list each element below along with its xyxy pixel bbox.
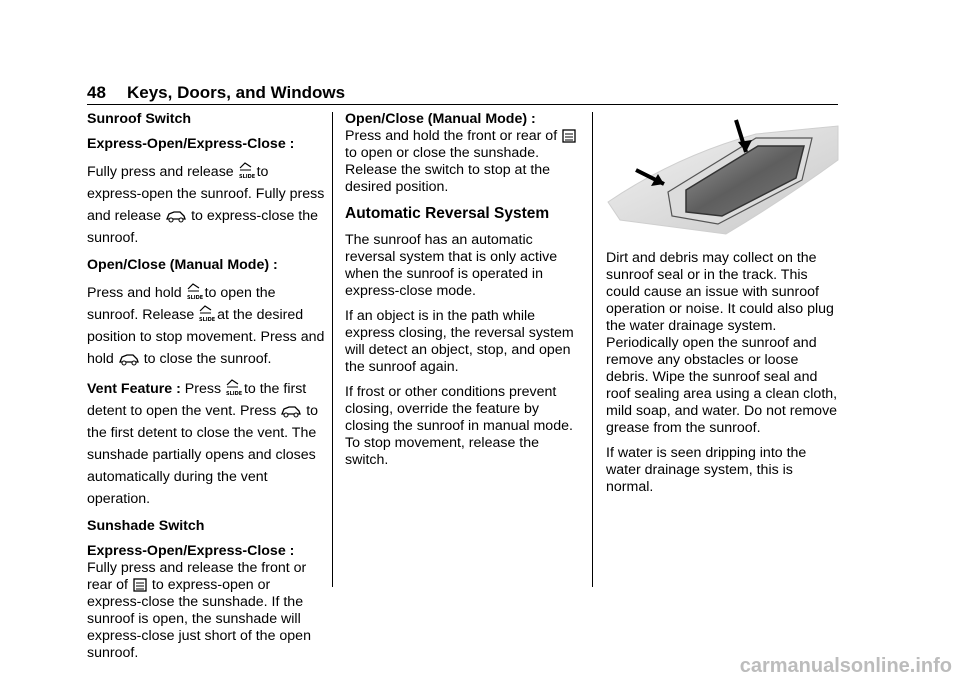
car-close-icon (281, 405, 301, 418)
text: at the desired position to stop movement. Press and hold (87, 307, 325, 367)
column-1 (87, 111, 325, 670)
car-close-icon (166, 210, 186, 223)
section-heading-sunroof-switch: Sunroof Switch (87, 111, 192, 127)
paragraph-manual-mode (87, 282, 325, 370)
text: to the first detent to close the vent. The sunshade partially opens and closes automatically during the vent operation. (87, 403, 319, 507)
text: Press (184, 381, 222, 397)
svg-text:SLIDE: SLIDE (238, 174, 255, 180)
column-2 (345, 111, 583, 477)
sunroof-slide-icon (226, 379, 243, 397)
svg-text:SLIDE: SLIDE (199, 317, 216, 323)
car-close-icon (119, 353, 139, 366)
sunroof-illustration (606, 116, 838, 242)
paragraph: If frost or other conditions prevent closing, override the feature by closing the sunroof in manual mode. To stop movement, release the switch. (345, 384, 573, 468)
text: to close the sunroof. (143, 351, 272, 367)
text: to open the sunroof. Release (87, 285, 276, 323)
text: Press and hold the front or rear of (345, 128, 558, 144)
text: to open or close the sunshade. Release the switch to stop at the desired position. (345, 145, 551, 195)
paragraph-sunshade-manual (345, 128, 583, 196)
sunshade-icon (562, 129, 576, 143)
sunroof-slide-icon (186, 283, 203, 301)
text: Fully press and release (87, 164, 234, 180)
svg-text:SLIDE: SLIDE (226, 391, 243, 397)
page-title: Keys, Doors, and Windows (127, 83, 346, 102)
section-heading-automatic-reversal: Automatic Reversal System (345, 205, 550, 222)
sunroof-slide-icon (199, 305, 216, 323)
text: to express-close the sunroof. (87, 208, 319, 246)
column-divider (332, 112, 333, 587)
paragraph: The sunroof has an automatic reversal system that is only active when the sunroof is operated in express-close mode. (345, 232, 558, 299)
column-divider (592, 112, 593, 587)
label-express-open-close: Express-Open/Express-Close : (87, 136, 295, 152)
page-number: 48 (87, 83, 106, 102)
paragraph-express-open (87, 161, 325, 249)
label-express-open-close: Express-Open/Express-Close : (87, 543, 295, 559)
paragraph: Dirt and debris may collect on the sunroof seal or in the track. This could cause an issue with sunroof operation or noise. It could also plug the water drainage system. Periodically open the sunroof and remove any obstacles or loose debris. Wipe the sunroof seal and roof sealing area using a clean cloth, mild soap, and water. Do not remove grease from the sunroof. (606, 250, 838, 436)
paragraph: If an object is in the path while express closing, the reversal system will detect an object, stop, and open the sunroof again. (345, 308, 574, 375)
column-3 (606, 250, 842, 504)
text: to express-open or express-close the sunshade. If the sunroof is open, the sunshade will express-close just short of the open sunroof. (87, 577, 311, 661)
label-vent-feature: Vent Feature : (87, 381, 181, 397)
paragraph: If water is seen dripping into the water drainage system, this is normal. (606, 445, 807, 495)
page-header (87, 82, 838, 105)
paragraph-sunshade-express (87, 560, 325, 662)
text: Press and hold (87, 285, 182, 301)
label-manual-mode: Open/Close (Manual Mode) : (87, 257, 278, 273)
label-manual-mode: Open/Close (Manual Mode) : (345, 111, 536, 127)
sunshade-icon (133, 578, 147, 592)
text: to express-open the sunroof. Fully press and release (87, 164, 325, 224)
section-heading-sunshade-switch: Sunshade Switch (87, 518, 205, 534)
sunroof-slide-icon (238, 162, 255, 180)
svg-text:SLIDE: SLIDE (186, 295, 203, 301)
paragraph-vent-feature (87, 378, 325, 510)
text: Fully press and release the front or rear of (87, 560, 307, 593)
text: to the first detent to open the vent. Press (87, 381, 307, 419)
watermark: carmanualsonline.info (739, 655, 952, 677)
